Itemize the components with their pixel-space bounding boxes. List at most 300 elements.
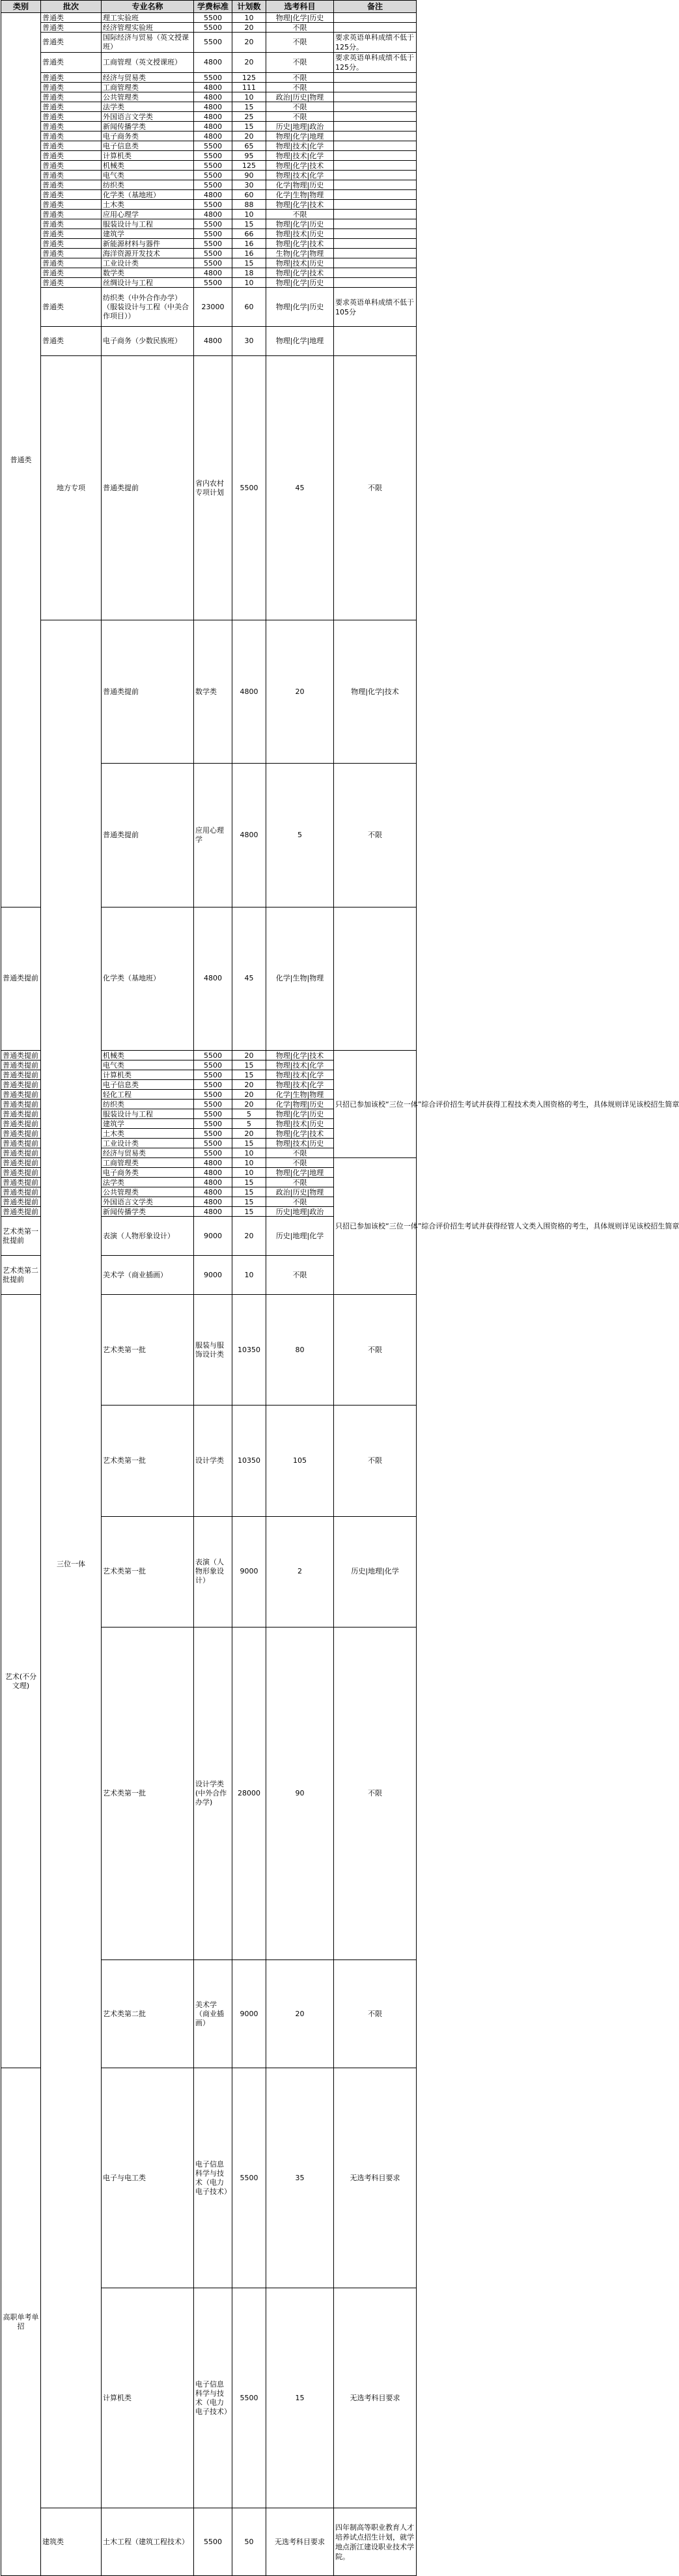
major-name-cell: 公共管理类: [102, 92, 194, 102]
batch-cell: 艺术类第二批提前: [1, 1256, 41, 1295]
fee-cell: 5500: [194, 200, 232, 210]
plan-cell: 16: [232, 249, 266, 258]
fee-cell: 5500: [194, 171, 232, 180]
plan-cell: 5: [266, 764, 334, 907]
table-row: [1, 53, 417, 73]
table-row: [1, 239, 417, 249]
plan-cell: 15: [232, 219, 266, 229]
subjects-cell: 历史|地理|政治: [266, 1207, 334, 1217]
table-row: [1, 219, 417, 229]
plan-cell: 10: [232, 1168, 266, 1178]
plan-cell: 90: [232, 171, 266, 180]
batch-cell: 普通类: [41, 161, 102, 171]
batch-cell: 普通类: [41, 92, 102, 102]
batch-cell: 普通类提前: [1, 1148, 41, 1158]
note-cell: [334, 210, 417, 219]
major-name-cell: 新闻传播学类: [102, 122, 194, 132]
plan-cell: 105: [266, 1406, 334, 1516]
subjects-cell: 不限: [334, 356, 417, 620]
subjects-cell: 化学|物理|历史: [266, 1100, 334, 1109]
table-row: [1, 200, 417, 210]
fee-cell: 4800: [194, 1207, 232, 1217]
subjects-cell: 不限: [266, 1178, 334, 1187]
fee-cell: 5500: [194, 278, 232, 288]
subjects-cell: 物理|化学|技术: [266, 1051, 334, 1060]
fee-cell: 5500: [194, 1051, 232, 1060]
plan-cell: 20: [232, 1080, 266, 1090]
batch-cell: 普通类提前: [1, 1070, 41, 1080]
table-row: [1, 2508, 417, 2576]
batch-cell: 普通类: [41, 132, 102, 141]
fee-cell: 4800: [194, 190, 232, 200]
table-row: [1, 151, 417, 161]
batch-cell: 普通类: [41, 53, 102, 73]
major-name-cell: 公共管理类: [102, 1187, 194, 1197]
batch-cell: 普通类: [41, 141, 102, 151]
table-row: [1, 132, 417, 141]
note-cell: [334, 161, 417, 171]
plan-cell: 20: [232, 33, 266, 53]
subjects-cell: 物理|化学|历史: [266, 219, 334, 229]
subjects-cell: 无选考科目要求: [266, 2508, 334, 2576]
batch-cell: 普通类: [41, 102, 102, 112]
note-cell: [334, 112, 417, 122]
header-category: 类别: [1, 1, 41, 13]
subjects-cell: 物理|技术|化学: [266, 171, 334, 180]
major-name-cell: 新能源材料与器件: [102, 239, 194, 249]
plan-cell: 2: [266, 1516, 334, 1627]
major-name-cell: 电子商务（少数民族班）: [102, 327, 194, 356]
major-name-cell: 法学类: [102, 102, 194, 112]
note-cell: [334, 249, 417, 258]
note-cell: 只招已参加该校“三位一体”综合评价招生考试并获得经管人文类入围资格的考生，具体规则详见该校招生简章: [334, 1158, 417, 1295]
major-name-cell: 设计学类(中外合作办学): [194, 1627, 232, 1960]
plan-cell: 15: [232, 1139, 266, 1148]
table-row: [1, 73, 417, 83]
batch-cell: 普通类: [41, 239, 102, 249]
major-name-cell: 美术学（商业插画）: [194, 1960, 232, 2068]
fee-cell: 5500: [194, 1080, 232, 1090]
subjects-cell: 生物|化学|物理: [266, 249, 334, 258]
subjects-cell: 不限: [266, 23, 334, 33]
plan-cell: 15: [232, 122, 266, 132]
subjects-cell: 物理|技术|历史: [266, 1119, 334, 1129]
batch-cell: 普通类: [41, 288, 102, 327]
major-name-cell: 国际经济与贸易（英文授课班）: [102, 33, 194, 53]
fee-cell: 5500: [232, 2288, 266, 2508]
fee-cell: 5500: [194, 33, 232, 53]
subjects-cell: 无选考科目要求: [334, 2068, 417, 2288]
subjects-cell: 不限: [266, 1256, 334, 1295]
major-name-cell: 计算机类: [102, 1070, 194, 1080]
plan-cell: 90: [266, 1627, 334, 1960]
note-cell: 要求英语单科成绩不低于125分。: [334, 53, 417, 73]
note-cell: 四年制高等职业教育人才培养试点招生计划，就学地点浙江建设职业技术学院。: [334, 2508, 417, 2576]
fee-cell: 4800: [194, 1168, 232, 1178]
fee-cell: 10350: [232, 1295, 266, 1406]
enrollment-plan-table: [1, 0, 679, 2576]
major-name-cell: 机械类: [102, 1051, 194, 1060]
major-name-cell: 美术学（商业插画）: [102, 1256, 194, 1295]
batch-cell: 普通类提前: [1, 1139, 41, 1148]
batch-cell: 普通类: [41, 13, 102, 23]
table-row: [1, 161, 417, 171]
table-row: [1, 356, 417, 620]
subjects-cell: 不限: [266, 1158, 334, 1168]
major-name-cell: 纺织类: [102, 180, 194, 190]
fee-cell: 4800: [194, 83, 232, 92]
subjects-cell: 物理|技术|历史: [266, 1139, 334, 1148]
subjects-cell: 物理|技术|化学: [266, 151, 334, 161]
fee-cell: 9000: [232, 1960, 266, 2068]
major-name-cell: 机械类: [102, 161, 194, 171]
plan-cell: 10: [232, 1256, 266, 1295]
table-row: [1, 122, 417, 132]
subjects-cell: 物理|技术|化学: [266, 1060, 334, 1070]
note-cell: [334, 258, 417, 268]
fee-cell: 4800: [194, 1187, 232, 1197]
fee-cell: 4800: [194, 102, 232, 112]
plan-cell: 20: [266, 1960, 334, 2068]
batch-cell: 计算机类: [102, 2288, 194, 2508]
batch-cell: 建筑类: [41, 2508, 102, 2576]
plan-cell: 16: [232, 239, 266, 249]
table-row: [1, 268, 417, 278]
table-row: [1, 258, 417, 268]
plan-cell: 60: [232, 190, 266, 200]
batch-cell: 普通类: [41, 229, 102, 239]
major-name-cell: 海洋资源开发技术: [102, 249, 194, 258]
fee-cell: 5500: [194, 1129, 232, 1139]
plan-cell: 10: [232, 278, 266, 288]
note-cell: [334, 92, 417, 102]
subjects-cell: 不限: [266, 73, 334, 83]
major-name-cell: 经济与贸易类: [102, 73, 194, 83]
major-name-cell: 化学类（基地班）: [102, 907, 194, 1050]
table-row: [1, 249, 417, 258]
subjects-cell: 化学|生物|物理: [266, 907, 334, 1050]
major-name-cell: 电子商务类: [102, 1168, 194, 1178]
note-cell: [334, 132, 417, 141]
batch-cell: 普通类: [41, 33, 102, 53]
table-row: [1, 171, 417, 180]
plan-cell: 15: [266, 2288, 334, 2508]
plan-cell: 5: [232, 1119, 266, 1129]
batch-cell: 普通类提前: [1, 1158, 41, 1168]
note-cell: [334, 219, 417, 229]
subjects-cell: 物理|化学|技术: [266, 161, 334, 171]
fee-cell: 4800: [194, 210, 232, 219]
fee-cell: 5500: [194, 239, 232, 249]
table-row: [1, 278, 417, 288]
plan-cell: 50: [232, 2508, 266, 2576]
fee-cell: 23000: [194, 288, 232, 327]
plan-cell: 66: [232, 229, 266, 239]
plan-cell: 15: [232, 1178, 266, 1187]
plan-cell: 15: [232, 258, 266, 268]
major-name-cell: 电气类: [102, 1060, 194, 1070]
fee-cell: 5500: [194, 249, 232, 258]
major-name-cell: 电子信息科学与技术（电力电子技术）: [194, 2288, 232, 2508]
note-cell: [334, 73, 417, 83]
batch-cell: 普通类: [41, 83, 102, 92]
note-cell: [334, 13, 417, 23]
fee-cell: 5500: [194, 141, 232, 151]
plan-cell: 125: [232, 73, 266, 83]
major-name-cell: 丝绸设计与工程: [102, 278, 194, 288]
subjects-cell: 物理|技术|历史: [266, 258, 334, 268]
table-row: [1, 229, 417, 239]
plan-cell: 5: [232, 1109, 266, 1119]
batch-cell: 普通类提前: [1, 1100, 41, 1109]
fee-cell: 5500: [194, 258, 232, 268]
note-cell: [334, 190, 417, 200]
batch-cell: 艺术类第一批提前: [1, 1217, 41, 1256]
fee-cell: 5500: [194, 229, 232, 239]
fee-cell: 4800: [194, 53, 232, 73]
fee-cell: 5500: [194, 151, 232, 161]
batch-cell: 普通类: [41, 258, 102, 268]
major-name-cell: 设计学类: [194, 1406, 232, 1516]
fee-cell: 4800: [194, 122, 232, 132]
batch-cell: 普通类: [41, 23, 102, 33]
major-name-cell: 土木工程（建筑工程技术）: [102, 2508, 194, 2576]
batch-cell: 普通类: [41, 278, 102, 288]
plan-cell: 10: [232, 13, 266, 23]
table-row: [1, 92, 417, 102]
fee-cell: 4800: [194, 268, 232, 278]
batch-cell: 普通类: [41, 112, 102, 122]
major-name-cell: 轻化工程: [102, 1090, 194, 1100]
batch-cell: 普通类提前: [1, 1109, 41, 1119]
batch-cell: 普通类: [41, 180, 102, 190]
major-name-cell: 建筑学: [102, 1119, 194, 1129]
batch-cell: 普通类: [41, 210, 102, 219]
header-subjects: 选考科目: [266, 1, 334, 13]
batch-cell: 普通类提前: [1, 1168, 41, 1178]
plan-cell: 80: [266, 1295, 334, 1406]
major-name-cell: 服装设计与工程: [102, 219, 194, 229]
subjects-cell: 物理|化学|历史: [266, 278, 334, 288]
major-name-cell: 法学类: [102, 1178, 194, 1187]
subjects-cell: 物理|化学|历史: [266, 288, 334, 327]
table-row: [1, 210, 417, 219]
subjects-cell: 物理|化学|技术: [266, 239, 334, 249]
major-name-cell: 表演（人物形象设计）: [102, 1217, 194, 1256]
plan-cell: 125: [232, 161, 266, 171]
batch-cell: 普通类: [41, 151, 102, 161]
note-cell: [334, 102, 417, 112]
batch-cell: 普通类: [41, 200, 102, 210]
major-name-cell: 土木类: [102, 1129, 194, 1139]
batch-cell: 普通类提前: [102, 356, 194, 620]
subjects-cell: 不限: [334, 1295, 417, 1406]
fee-cell: 5500: [194, 180, 232, 190]
plan-cell: 15: [232, 1197, 266, 1207]
major-name-cell: 电子信息类: [102, 1080, 194, 1090]
fee-cell: 4800: [232, 764, 266, 907]
major-name-cell: 工业设计类: [102, 1139, 194, 1148]
batch-cell: 普通类: [41, 122, 102, 132]
note-cell: [334, 171, 417, 180]
batch-cell: 艺术类第一批: [102, 1627, 194, 1960]
subjects-cell: 不限: [334, 764, 417, 907]
fee-cell: 5500: [232, 2068, 266, 2288]
fee-cell: 4800: [194, 1197, 232, 1207]
table-row: [1, 112, 417, 122]
batch-cell: 艺术类第一批: [102, 1406, 194, 1516]
batch-cell: 普通类: [41, 73, 102, 83]
subjects-cell: 政治|历史|物理: [266, 92, 334, 102]
major-name-cell: 电子信息科学与技术（电力电子技术）: [194, 2068, 232, 2288]
category-cell: 普通类: [1, 13, 41, 907]
table-row: [1, 620, 417, 764]
fee-cell: 5500: [194, 1148, 232, 1158]
batch-cell: 普通类提前: [1, 1090, 41, 1100]
table-row: [1, 23, 417, 33]
major-name-cell: 工业设计类: [102, 258, 194, 268]
subjects-cell: 历史|地理|政治: [266, 122, 334, 132]
category-cell: 地方专项: [41, 356, 102, 620]
plan-cell: 10: [232, 92, 266, 102]
plan-cell: 65: [232, 141, 266, 151]
table-row: [1, 83, 417, 92]
subjects-cell: 不限: [266, 53, 334, 73]
plan-cell: 95: [232, 151, 266, 161]
plan-cell: 15: [232, 1060, 266, 1070]
subjects-cell: 无选考科目要求: [334, 2288, 417, 2508]
major-name-cell: 外国语言文学类: [102, 1197, 194, 1207]
subjects-cell: 物理|化学|地理: [266, 327, 334, 356]
subjects-cell: 物理|化学|技术: [266, 268, 334, 278]
batch-cell: 艺术类第一批: [102, 1516, 194, 1627]
note-cell: [334, 83, 417, 92]
plan-cell: 20: [232, 1129, 266, 1139]
plan-cell: 111: [232, 83, 266, 92]
plan-cell: 25: [232, 112, 266, 122]
major-name-cell: 服装与服饰设计类: [194, 1295, 232, 1406]
fee-cell: 5500: [194, 2508, 232, 2576]
batch-cell: 普通类提前: [102, 764, 194, 907]
major-name-cell: 电子信息类: [102, 141, 194, 151]
subjects-cell: 不限: [266, 1148, 334, 1158]
fee-cell: 4800: [194, 907, 232, 1050]
category-cell: 三位一体: [41, 620, 102, 2508]
subjects-cell: 化学|物理|历史: [266, 180, 334, 190]
subjects-cell: 历史|地理|化学: [266, 1217, 334, 1256]
fee-cell: 5500: [194, 1090, 232, 1100]
table-row: [1, 288, 417, 327]
subjects-cell: 物理|化学|技术: [334, 620, 417, 764]
major-name-cell: 外国语言文学类: [102, 112, 194, 122]
subjects-cell: 不限: [334, 1406, 417, 1516]
subjects-cell: 不限: [266, 83, 334, 92]
plan-cell: 88: [232, 200, 266, 210]
table-row: [1, 180, 417, 190]
batch-cell: 普通类: [41, 190, 102, 200]
note-cell: [334, 122, 417, 132]
subjects-cell: 物理|技术|历史: [266, 229, 334, 239]
subjects-cell: 物理|技术|化学: [266, 1080, 334, 1090]
major-name-cell: 纺织类: [102, 1100, 194, 1109]
batch-cell: 普通类提前: [1, 1119, 41, 1129]
subjects-cell: 不限: [266, 210, 334, 219]
table-row: [1, 102, 417, 112]
note-cell: [334, 23, 417, 33]
major-name-cell: 数学类: [102, 268, 194, 278]
batch-cell: 普通类提前: [1, 907, 41, 1050]
fee-cell: 10350: [232, 1406, 266, 1516]
fee-cell: 5500: [194, 1139, 232, 1148]
subjects-cell: 物理|化学|地理: [266, 1168, 334, 1178]
fee-cell: 5500: [194, 1100, 232, 1109]
major-name-cell: 表演（人物形象设计）: [194, 1516, 232, 1627]
fee-cell: 5500: [194, 1060, 232, 1070]
plan-cell: 20: [232, 1090, 266, 1100]
plan-cell: 35: [266, 2068, 334, 2288]
major-name-cell: 计算机类: [102, 151, 194, 161]
table-row: [1, 327, 417, 356]
fee-cell: 4800: [232, 620, 266, 764]
subjects-cell: 不限: [334, 1960, 417, 2068]
category-cell: 高职单考单招: [1, 2068, 41, 2576]
fee-cell: 4800: [194, 1158, 232, 1168]
plan-cell: 20: [232, 1217, 266, 1256]
fee-cell: 5500: [194, 1070, 232, 1080]
subjects-cell: 化学|生物|物理: [266, 1090, 334, 1100]
batch-cell: 普通类提前: [1, 1178, 41, 1187]
subjects-cell: 政治|历史|物理: [266, 1187, 334, 1197]
fee-cell: 4800: [194, 1178, 232, 1187]
table-row: [1, 190, 417, 200]
major-name-cell: 建筑学: [102, 229, 194, 239]
subjects-cell: 物理|技术|化学: [266, 141, 334, 151]
batch-cell: 普通类提前: [1, 1051, 41, 1060]
plan-cell: 15: [232, 1207, 266, 1217]
major-name-cell: 电气类: [102, 171, 194, 180]
batch-cell: 普通类提前: [1, 1080, 41, 1090]
subjects-cell: 历史|地理|化学: [334, 1516, 417, 1627]
plan-cell: 15: [232, 102, 266, 112]
note-cell: [334, 327, 417, 356]
plan-cell: 20: [232, 1051, 266, 1060]
fee-cell: 5500: [194, 1119, 232, 1129]
major-name-cell: 纺织类（中外合作办学）（服装设计与工程（中美合作项目））: [102, 288, 194, 327]
plan-cell: 18: [232, 268, 266, 278]
major-name-cell: 经济与贸易类: [102, 1148, 194, 1158]
note-cell: 要求英语单科成绩不低于105分: [334, 288, 417, 327]
major-name-cell: 数学类: [194, 620, 232, 764]
fee-cell: 9000: [194, 1256, 232, 1295]
fee-cell: 4800: [194, 112, 232, 122]
batch-cell: 普通类提前: [1, 1197, 41, 1207]
plan-cell: 15: [232, 1070, 266, 1080]
major-name-cell: 新闻传播学类: [102, 1207, 194, 1217]
subjects-cell: 物理|化学|技术: [266, 200, 334, 210]
plan-cell: 20: [266, 620, 334, 764]
subjects-cell: 不限: [266, 33, 334, 53]
header-major: 专业名称: [102, 1, 194, 13]
major-name-cell: 工商管理（英文授课班）: [102, 53, 194, 73]
subjects-cell: 物理|化学|技术: [266, 1129, 334, 1139]
subjects-cell: 物理|技术|化学: [266, 1070, 334, 1080]
note-cell: [334, 278, 417, 288]
note-cell: [334, 268, 417, 278]
fee-cell: 5500: [232, 356, 266, 620]
table-row: [1, 13, 417, 23]
batch-cell: 普通类: [41, 171, 102, 180]
plan-cell: 30: [232, 180, 266, 190]
